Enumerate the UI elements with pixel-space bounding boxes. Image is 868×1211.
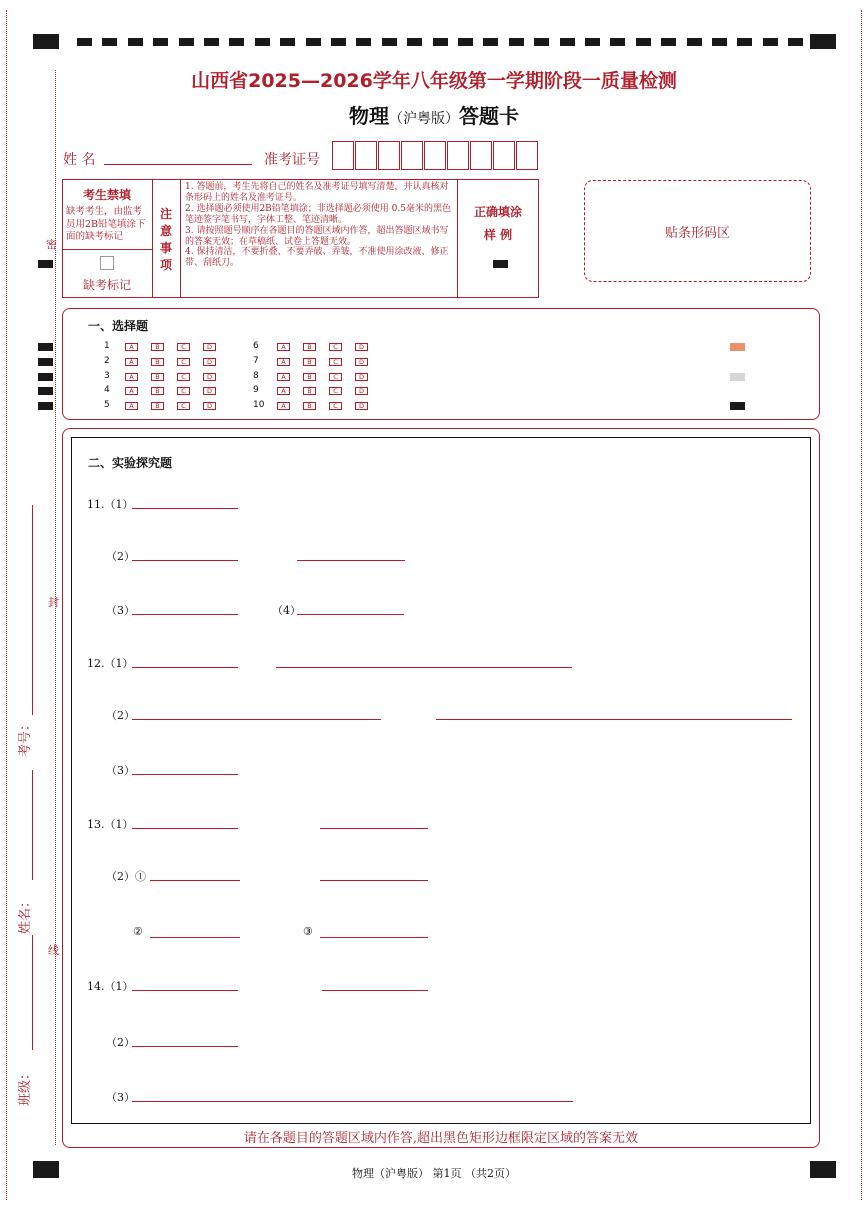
exam-id-label: 准考证号 [264,152,320,168]
q14-1-label: 14.（1） [87,980,134,993]
question-number: 5 [104,400,110,410]
divider [62,249,152,250]
edge-dots-right [861,10,862,1200]
answer-line[interactable] [150,880,240,881]
timing-dash [788,38,803,46]
question-number: 4 [104,385,110,395]
q13-c2-label: ② [133,925,143,938]
option-bubble-d[interactable]: D [355,373,368,381]
option-bubble-c[interactable]: C [177,358,190,366]
side-line-2 [32,770,33,880]
timing-dash [153,38,168,46]
question-number: 10 [253,400,265,410]
notice-title [152,206,180,274]
timing-mark [38,373,53,381]
question-number: 9 [253,385,259,395]
option-bubble-c[interactable]: C [177,343,190,351]
barcode-label: 贴条形码区 [664,226,730,241]
option-bubble-b[interactable]: B [151,387,164,395]
notice-item: 4. 保持清洁，不要折叠、不要弄破、弄皱，不准使用涂改液、修正带、刮纸刀。 [185,247,449,269]
option-bubble-a[interactable]: A [125,373,138,381]
exam-id-digit-box[interactable] [493,141,515,170]
side-line-3 [32,935,33,1050]
option-bubble-a[interactable]: A [125,387,138,395]
q14-2-label: （2） [106,1036,135,1049]
option-bubble-c[interactable]: C [329,358,342,366]
timing-dash [382,38,397,46]
exam-id-digit-box[interactable] [332,141,354,170]
q11-3-label: （3） [106,604,135,617]
exam-id-digit-box[interactable] [424,141,446,170]
answer-line[interactable] [132,828,238,829]
q13-2-label: （2）① [106,870,146,883]
edition: （沪粤版） [389,111,459,127]
option-bubble-c[interactable]: C [329,402,342,410]
answer-line[interactable] [132,774,238,775]
timing-dash [737,38,752,46]
question-number: 3 [104,371,110,381]
section1-title: 一、选择题 [88,319,149,333]
answer-line[interactable] [297,614,404,615]
answer-line[interactable] [132,990,238,991]
absent-checkbox[interactable] [100,256,114,270]
answer-line[interactable] [132,508,238,509]
subject: 物理 [349,104,389,128]
option-bubble-b[interactable]: B [151,373,164,381]
option-bubble-b[interactable]: B [303,387,316,395]
option-bubble-d[interactable]: D [203,402,216,410]
exam-id-digit-box[interactable] [355,141,377,170]
notice-item: 2. 选择题必须使用2B铅笔填涂；非选择题必须使用 0.5毫米的黑色笔迹签字笔书写，字体工整、笔迹清晰。 [185,203,451,225]
timing-dash [534,38,549,46]
exam-id-digit-box[interactable] [447,141,469,170]
timing-dash [356,38,371,46]
option-bubble-b[interactable]: B [151,402,164,410]
exam-id-digit-box[interactable] [401,141,423,170]
timing-dash [636,38,651,46]
timing-dash [483,38,498,46]
timing-dash [306,38,321,46]
option-bubble-b[interactable]: B [303,343,316,351]
timing-mark [38,260,53,268]
timing-dash [331,38,346,46]
sample-filled-mark [493,260,508,268]
timing-dash [610,38,625,46]
option-bubble-a[interactable]: A [277,402,290,410]
q13-1-label: 13.（1） [87,818,134,831]
option-bubble-d[interactable]: D [355,402,368,410]
absent-text: 缺考考生，由监考员用2B铅笔填涂下面的缺考标记 [66,206,146,242]
exam-id-digit-box[interactable] [378,141,400,170]
side-feng: 封 [48,596,59,609]
answer-line[interactable] [322,990,428,991]
question-number: 2 [104,356,110,366]
q11-2-label: （2） [106,550,135,563]
timing-dash [433,38,448,46]
card-title [0,100,868,129]
option-bubble-d[interactable]: D [203,343,216,351]
timing-dash [560,38,575,46]
marker-black [730,402,745,410]
timing-dash [229,38,244,46]
timing-dash [102,38,117,46]
side-banji: 班级： [18,1066,34,1107]
option-bubble-a[interactable]: A [277,373,290,381]
timing-dash [661,38,676,46]
answer-line[interactable] [132,560,238,561]
option-bubble-c[interactable]: C [329,343,342,351]
side-mi: 密 [46,238,57,251]
section2-title: 二、实验探究题 [88,456,173,470]
timing-dash [458,38,473,46]
q12-3-label: （3） [106,764,135,777]
notice-char: 注 [159,207,172,221]
question-number: 1 [104,341,110,351]
option-bubble-a[interactable]: A [277,387,290,395]
option-bubble-c[interactable]: C [329,387,342,395]
q12-1-label: 12.（1） [87,657,134,670]
timing-dash [128,38,143,46]
option-bubble-c[interactable]: C [329,373,342,381]
card-label: 答题卡 [459,104,519,128]
side-xian: 线 [48,944,59,957]
answer-line[interactable] [320,880,428,881]
footer-warning: 请在各题目的答题区域内作答,超出黑色矩形边框限定区域的答案无效 [243,1131,639,1146]
option-bubble-b[interactable]: B [151,343,164,351]
timing-dash [255,38,270,46]
answer-line[interactable] [320,828,428,829]
page-number: 物理（沪粤版） 第1页 （共2页） [352,1167,516,1180]
answer-line[interactable] [132,1046,238,1047]
timing-dash [280,38,295,46]
timing-mark [38,358,53,366]
timing-mark [38,343,53,351]
timing-dash [509,38,524,46]
q13-c3-label: ③ [303,925,313,938]
option-bubble-d[interactable]: D [203,358,216,366]
divider [180,179,181,298]
timing-dash [763,38,778,46]
option-bubble-d[interactable]: D [355,387,368,395]
option-bubble-a[interactable]: A [125,358,138,366]
choice-section [62,308,820,420]
timing-mark [38,387,53,395]
timing-mark [38,402,53,410]
answer-line[interactable] [132,667,238,668]
option-bubble-b[interactable]: B [303,373,316,381]
option-bubble-d[interactable]: D [203,387,216,395]
option-bubble-c[interactable]: C [177,402,190,410]
option-bubble-d[interactable]: D [355,358,368,366]
option-bubble-c[interactable]: C [177,387,190,395]
notice-list [185,182,453,269]
answer-line[interactable] [132,614,238,615]
question-number: 8 [253,371,259,381]
experiment-section-frame [71,437,811,1124]
answer-line[interactable] [132,719,381,720]
absent-title: 考生禁填 [82,188,131,202]
notice-char: 项 [159,258,172,272]
exam-id-digit-box[interactable] [516,141,538,170]
q11-1-label: 11.（1） [87,498,134,511]
option-bubble-b[interactable]: B [151,358,164,366]
question-number: 6 [253,341,259,351]
answer-line[interactable] [320,937,428,938]
exam-id-digit-box[interactable] [470,141,492,170]
notice-item: 1. 答题前，考生先将自己的姓名及准考证号填写清楚，并认真核对条形码上的姓名及准考证号。 [185,182,449,203]
q14-3-label: （3） [106,1091,135,1104]
answer-line[interactable] [132,1101,573,1102]
option-bubble-d[interactable]: D [355,343,368,351]
timing-dash [687,38,702,46]
answer-line[interactable] [436,719,792,720]
notice-item: 3. 请按照题号顺序在各题目的答题区域内作答，超出答题区域书写的答案无效；在草稿纸、试卷上答题无效。 [185,225,449,247]
timing-dash [179,38,194,46]
edge-dots-left [6,10,7,1200]
sample-line2: 样 例 [483,228,513,242]
sample-line1: 正确填涂 [473,205,522,219]
timing-dash [77,38,92,46]
notice-char: 事 [159,241,172,255]
option-bubble-b[interactable]: B [303,358,316,366]
timing-dash [585,38,600,46]
name-label: 姓 名 [63,152,96,168]
side-line-1 [32,505,33,715]
answer-line[interactable] [150,937,240,938]
q11-4-label: （4） [272,604,301,617]
absent-mark-label: 缺考标记 [82,278,131,292]
option-bubble-b[interactable]: B [303,402,316,410]
exam-title: 山西省2025—2026学年八年级第一学期阶段一质量检测 [191,70,677,92]
corner-marker-top-left [33,34,59,49]
marker-gray [730,373,745,381]
corner-marker-top-right [810,34,836,49]
option-bubble-a[interactable]: A [277,358,290,366]
option-bubble-a[interactable]: A [125,343,138,351]
timing-dash [407,38,422,46]
marker-salmon [730,343,745,351]
timing-dash [712,38,727,46]
answer-line[interactable] [276,667,572,668]
answer-line[interactable] [297,560,405,561]
option-bubble-c[interactable]: C [177,373,190,381]
timing-dash [204,38,219,46]
side-xingming: 姓名： [18,894,34,935]
option-bubble-d[interactable]: D [203,373,216,381]
q12-2-label: （2） [106,709,135,722]
question-number: 7 [253,356,259,366]
notice-char: 意 [159,224,172,238]
name-field[interactable] [104,164,252,165]
option-bubble-a[interactable]: A [277,343,290,351]
side-kaohao: 考号： [18,717,34,758]
option-bubble-a[interactable]: A [125,402,138,410]
